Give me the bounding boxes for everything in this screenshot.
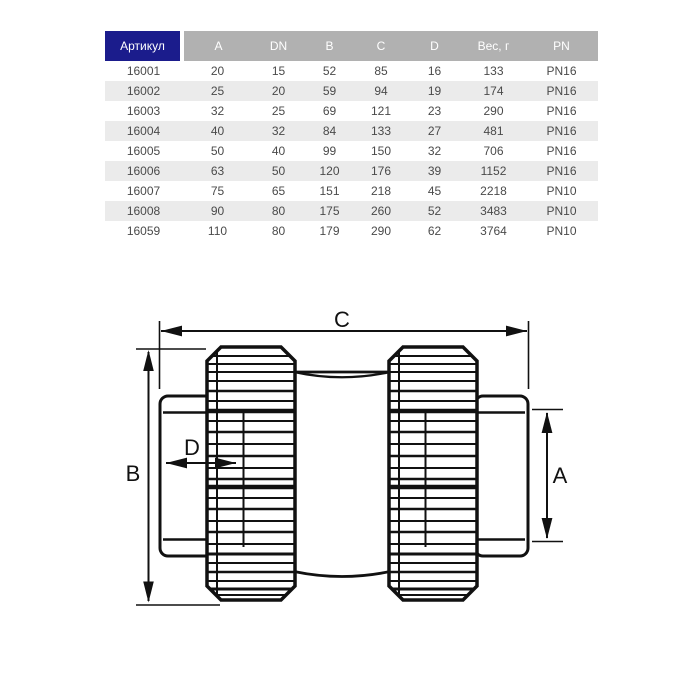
- dim-label-d: D: [184, 435, 200, 460]
- value-cell: 27: [427, 124, 442, 138]
- value-cell: 706: [483, 144, 504, 158]
- value-cell: PN16: [546, 164, 577, 178]
- value-cell: 110: [207, 224, 228, 238]
- union-nut-right: [389, 347, 477, 600]
- dim-label-c: C: [334, 307, 350, 332]
- column-header: D: [407, 31, 462, 61]
- value-cell: PN16: [546, 104, 577, 118]
- value-cell: PN10: [546, 204, 577, 218]
- value-cell: 20: [271, 84, 286, 98]
- value-cell: 3764: [480, 224, 507, 238]
- value-cell: 481: [483, 124, 504, 138]
- value-cell: 16: [427, 64, 442, 78]
- value-cell: 218: [370, 184, 392, 198]
- value-cell: 32: [271, 124, 286, 138]
- article-cell: 16002: [126, 84, 161, 98]
- value-cell: 175: [319, 204, 340, 218]
- value-cell: 290: [483, 104, 504, 118]
- socket-right: [475, 396, 528, 556]
- column-header: C: [355, 31, 407, 61]
- value-cell: 179: [319, 224, 340, 238]
- value-cell: 25: [271, 104, 286, 118]
- value-cell: 45: [427, 184, 442, 198]
- value-cell: 25: [210, 84, 225, 98]
- article-cell: 16059: [126, 224, 161, 238]
- value-cell: PN16: [546, 84, 577, 98]
- article-cell: 16003: [126, 104, 161, 118]
- column-header: DN: [253, 31, 304, 61]
- value-cell: 176: [370, 164, 392, 178]
- value-cell: 69: [322, 104, 337, 118]
- value-cell: 63: [210, 164, 225, 178]
- value-cell: 90: [210, 204, 225, 218]
- value-cell: 84: [322, 124, 337, 138]
- value-cell: 85: [374, 64, 388, 78]
- column-header-article: Артикул: [105, 31, 182, 61]
- article-cell: 16008: [126, 204, 161, 218]
- dimension-a: [532, 410, 568, 542]
- value-cell: 121: [370, 104, 392, 118]
- value-cell: 3483: [480, 204, 507, 218]
- union-nut-left: [207, 347, 295, 600]
- value-cell: 40: [271, 144, 286, 158]
- article-cell: 16005: [126, 144, 161, 158]
- dim-label-b: B: [125, 461, 141, 486]
- value-cell: 15: [271, 64, 286, 78]
- value-cell: 150: [370, 144, 392, 158]
- value-cell: 75: [210, 184, 225, 198]
- value-cell: 62: [427, 224, 442, 238]
- value-cell: 99: [322, 144, 337, 158]
- value-cell: 2218: [480, 184, 507, 198]
- value-cell: PN10: [546, 184, 577, 198]
- article-cell: 16007: [126, 184, 161, 198]
- value-cell: 120: [319, 164, 340, 178]
- value-cell: 65: [271, 184, 286, 198]
- value-cell: 151: [319, 184, 340, 198]
- dim-label-a: A: [552, 463, 568, 488]
- value-cell: 19: [427, 84, 442, 98]
- article-cell: 16004: [126, 124, 161, 138]
- value-cell: 32: [427, 144, 442, 158]
- value-cell: 59: [322, 84, 337, 98]
- value-cell: 23: [427, 104, 442, 118]
- value-cell: 94: [374, 84, 388, 98]
- value-cell: 133: [483, 64, 504, 78]
- value-cell: PN16: [546, 144, 577, 158]
- value-cell: 80: [271, 204, 286, 218]
- value-cell: PN10: [546, 224, 577, 238]
- column-header: A: [182, 31, 253, 61]
- value-cell: PN16: [546, 64, 577, 78]
- value-cell: 39: [427, 164, 442, 178]
- value-cell: 80: [271, 224, 286, 238]
- valve-body: [294, 372, 390, 577]
- article-cell: 16001: [126, 64, 161, 78]
- value-cell: 52: [322, 64, 337, 78]
- value-cell: 290: [370, 224, 392, 238]
- value-cell: 133: [370, 124, 392, 138]
- column-header: PN: [525, 31, 598, 61]
- article-cell: 16006: [126, 164, 161, 178]
- socket-left: [160, 396, 213, 556]
- column-header: Вес, г: [462, 31, 525, 61]
- value-cell: 260: [370, 204, 392, 218]
- value-cell: 52: [427, 204, 442, 218]
- value-cell: 50: [210, 144, 225, 158]
- value-cell: 40: [210, 124, 225, 138]
- value-cell: 50: [271, 164, 286, 178]
- value-cell: 32: [210, 104, 225, 118]
- value-cell: 20: [210, 64, 225, 78]
- column-header: B: [304, 31, 355, 61]
- value-cell: 1152: [480, 164, 507, 178]
- value-cell: 174: [483, 84, 504, 98]
- value-cell: PN16: [546, 124, 577, 138]
